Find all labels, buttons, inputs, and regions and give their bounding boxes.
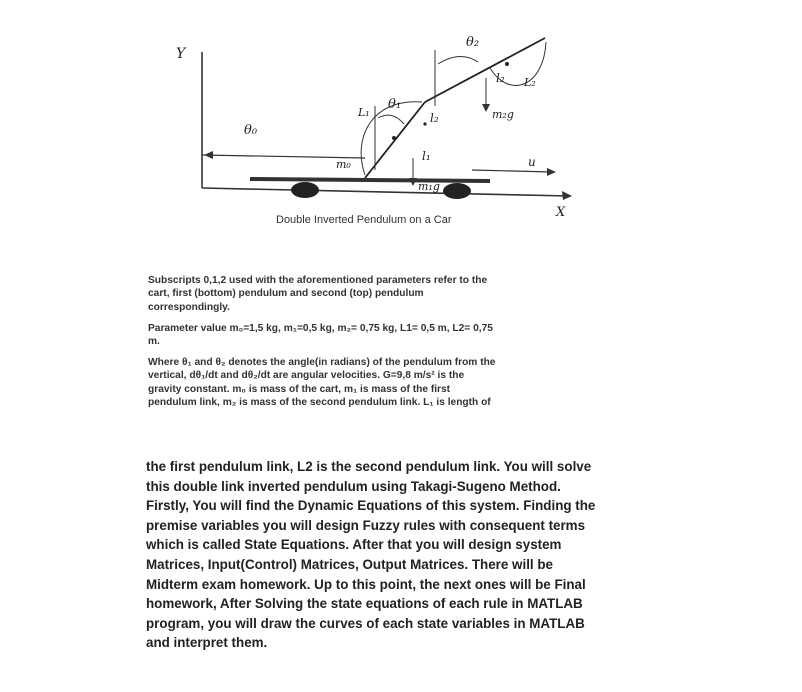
l1-label: l₁ — [422, 149, 431, 163]
text-line: Where θ₁ and θ₂ denotes the angle(in radians) of the pendulum from the — [148, 357, 496, 368]
m2g-label: m₂g — [492, 108, 514, 121]
text-line: premise variables you will design Fuzzy rules with consequent terms — [146, 517, 586, 533]
figure-caption: Double Inverted Pendulum on a Car — [276, 214, 452, 226]
text-line: homework, After Solving the state equations of each rule in MATLAB — [146, 596, 583, 612]
L2-label: L₂ — [524, 76, 536, 89]
l2-left-label: l₂ — [430, 111, 439, 125]
joint-dot — [423, 122, 426, 125]
x-axis-arrow — [562, 191, 572, 200]
force-line — [472, 170, 552, 172]
m1g-label: m₁g — [418, 180, 440, 193]
parameter-paragraph — [148, 322, 618, 349]
pendulum-diagram-svg — [160, 20, 590, 235]
text-line: Firstly, You will find the Dynamic Equations of this system. Finding the — [146, 498, 596, 514]
text-line: this double link inverted pendulum using Takagi-Sugeno Method. — [146, 478, 561, 494]
m2g-arrow — [482, 104, 490, 112]
com-link-2 — [505, 62, 509, 66]
x-axis — [202, 188, 570, 196]
cart-platform — [250, 179, 490, 181]
x-axis-label: X — [556, 205, 566, 220]
pendulum-link-1 — [365, 102, 425, 178]
force-arrow — [547, 168, 556, 176]
u-label: u — [528, 155, 536, 169]
theta0-label: θ₀ — [244, 123, 258, 138]
text-line: gravity constant. m₀ is mass of the cart, m₁ is mass of the first — [148, 383, 451, 395]
subscripts-paragraph — [148, 274, 618, 314]
theta1-label: θ₁ — [388, 97, 402, 112]
text-line: vertical, dθ₁/dt and dθ₂/dt are angular velocities. G=9,8 m/s² is the — [148, 370, 465, 382]
l2-right-label: l₂ — [496, 71, 505, 85]
L1-label: L₁ — [358, 106, 370, 119]
m0-label: m₀ — [336, 158, 351, 171]
theta1-arc — [378, 115, 404, 124]
pendulum-link-2 — [425, 38, 545, 102]
cart-wheel-left — [291, 182, 319, 198]
theta2-arc — [438, 56, 478, 64]
text-line: Matrices, Input(Control) Matrices, Output Matrices. There will be — [146, 556, 553, 572]
com-link-1 — [392, 136, 396, 140]
definitions-paragraph — [148, 356, 618, 410]
text-line: Parameter value m₀=1,5 kg, m₁=0,5 kg, m₂= 0,75 kg, L1= 0,5 m, L2= 0,75 — [148, 323, 493, 334]
y-axis-label: Y — [176, 46, 186, 62]
theta2-label: θ₂ — [466, 35, 480, 50]
text-line: which is called State Equations. After that you will design system — [146, 537, 562, 553]
text-line: Midterm exam homework. Up to this point, the next ones will be Final — [146, 576, 586, 592]
text-line: Subscripts 0,1,2 used with the aforementioned parameters refer to the — [148, 275, 488, 286]
pendulum-diagram — [160, 20, 590, 235]
assignment-paragraph — [146, 457, 666, 653]
text-line: pendulum link, m₂ is mass of the second pendulum link. L₁ is length of — [148, 397, 491, 409]
text-line: program, you will draw the curves of each state variables in MATLAB — [146, 615, 585, 631]
text-line: m. — [148, 336, 160, 348]
x0-reference-arrow — [204, 151, 213, 159]
text-line: the first pendulum link, L2 is the second pendulum link. You will solve — [146, 459, 592, 474]
cart-wheel-right — [443, 183, 471, 199]
text-line: correspondingly. — [148, 301, 230, 313]
text-line: cart, first (bottom) pendulum and second (top) pendulum — [148, 288, 424, 300]
text-line: and interpret them. — [146, 635, 268, 651]
